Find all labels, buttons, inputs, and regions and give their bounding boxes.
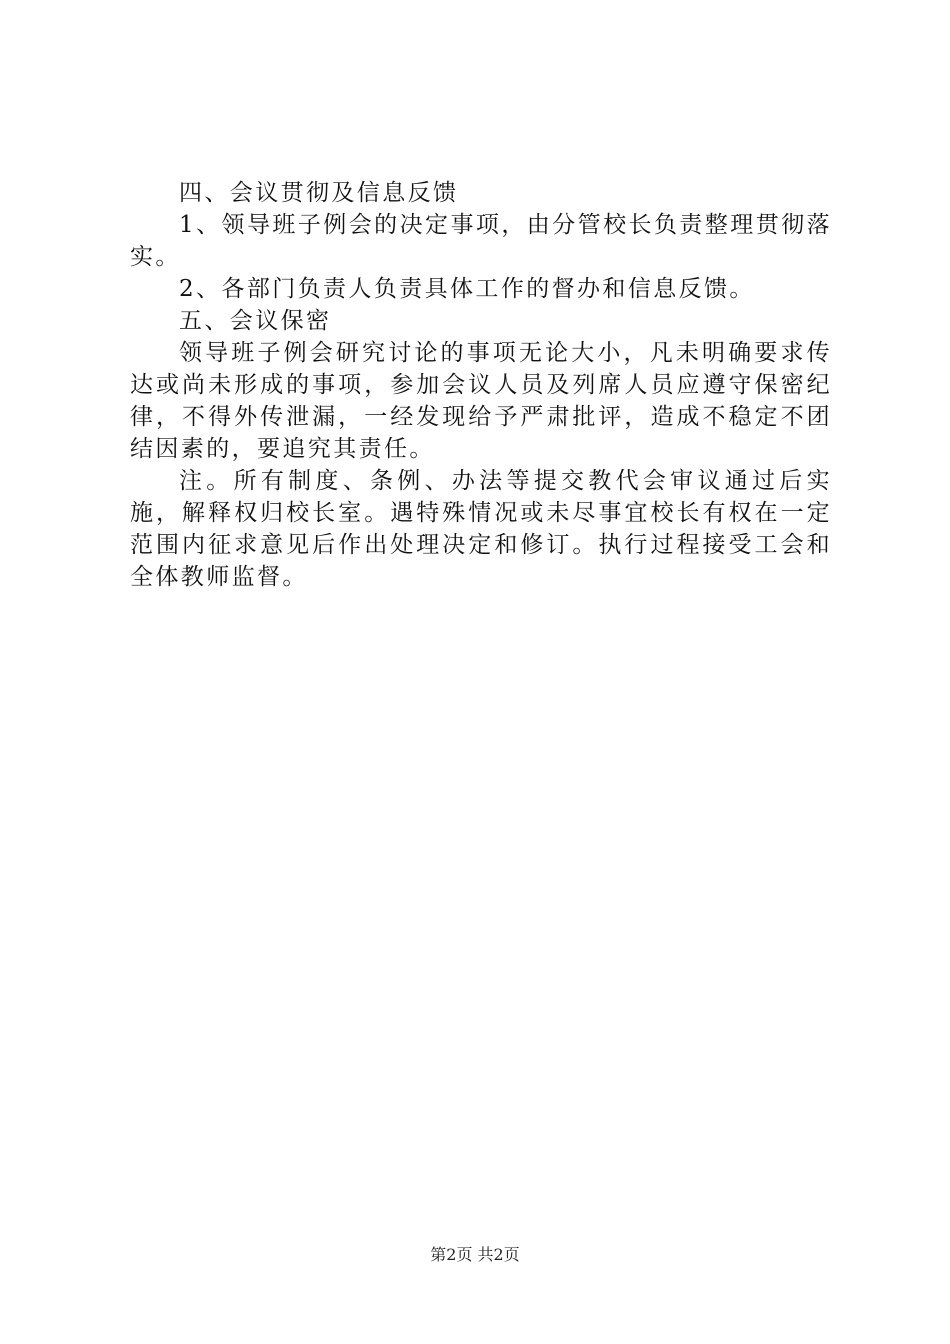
document-body [130, 177, 832, 593]
section-heading-confidentiality: 五、会议保密 [179, 308, 332, 334]
paragraph-item-1: 1、领导班子例会的决定事项，由分管校长负责整理贯彻落实。 [130, 212, 832, 270]
paragraph-note: 注。所有制度、条例、办法等提交教代会审议通过后实施，解释权归校长室。遇特殊情况或未尽事宜校长有权在一定范围内征求意见后作出处理决定和修订。执行过程接受工会和全体教师监督。 [130, 468, 832, 590]
paragraph-item-2: 2、各部门负责人负责具体工作的督办和信息反馈。 [179, 276, 755, 302]
page-number-footer: 第2页 共2页 [430, 1245, 520, 1264]
section-heading-implementation: 四、会议贯彻及信息反馈 [179, 180, 459, 206]
paragraph-confidentiality: 领导班子例会研究讨论的事项无论大小，凡未明确要求传达或尚未形成的事项，参加会议人员及列席人员应遵守保密纪律，不得外传泄漏，一经发现给予严肃批评，造成不稳定不团结因素的，要追究其责任。 [130, 340, 832, 462]
